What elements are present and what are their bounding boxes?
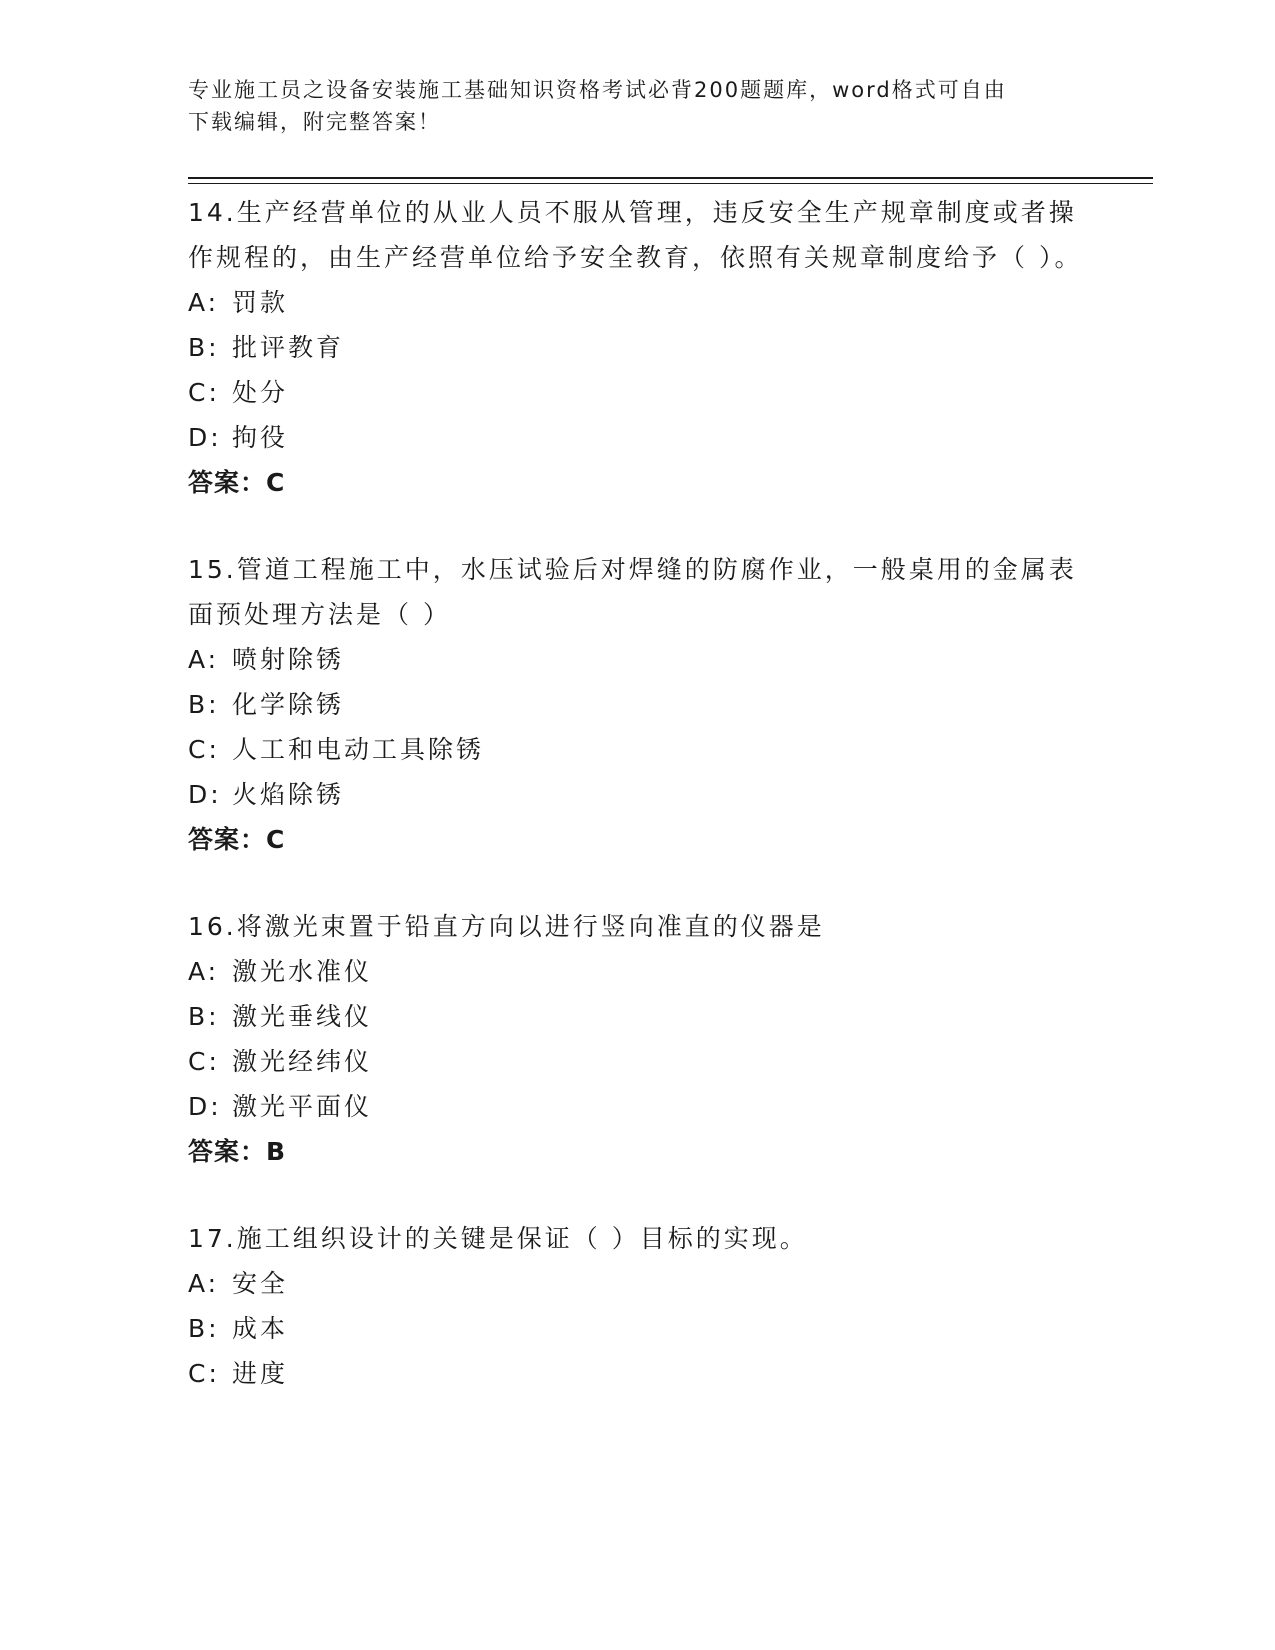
option-c (188, 727, 1088, 772)
option-text: 批评教育 (232, 333, 345, 362)
option-letter: C: (188, 1047, 220, 1076)
option-c (188, 1039, 1088, 1084)
document-header (188, 74, 1088, 138)
option-text: 激光经纬仪 (232, 1047, 373, 1076)
option-text: 激光水准仪 (232, 957, 373, 986)
option-text: 安全 (232, 1269, 289, 1298)
option-text: 激光垂线仪 (232, 1002, 373, 1031)
option-letter: A: (188, 288, 220, 317)
option-letter: D: (188, 780, 222, 809)
option-letter: C: (188, 1359, 220, 1388)
option-letter: B: (188, 1002, 220, 1031)
option-text: 化学除锈 (232, 690, 345, 719)
option-letter: C: (188, 735, 220, 764)
option-a (188, 637, 1088, 682)
option-text: 成本 (232, 1314, 289, 1343)
option-text: 罚款 (232, 288, 289, 317)
header-rule-thick (188, 177, 1153, 179)
header-line-1: 专业施工员之设备安装施工基础知识资格考试必背200题题库，word格式可自由 (188, 78, 1007, 102)
question-15 (188, 547, 1088, 862)
question-stem: 17.施工组织设计的关键是保证（ ）目标的实现。 (188, 1224, 808, 1253)
option-letter: B: (188, 1314, 220, 1343)
option-a (188, 280, 1088, 325)
option-letter: D: (188, 1092, 222, 1121)
question-14 (188, 190, 1088, 505)
question-list (188, 190, 1088, 1438)
option-letter: B: (188, 690, 220, 719)
answer-line: 答案：C (188, 825, 286, 854)
option-text: 火焰除锈 (232, 780, 345, 809)
question-stem: 14.生产经营单位的从业人员不服从管理，违反安全生产规章制度或者操作规程的，由生产经营单位给予安全教育，依照有关规章制度给予（ ）。 (188, 198, 1083, 272)
question-stem: 15.管道工程施工中，水压试验后对焊缝的防腐作业，一般桌用的金属表面预处理方法是（ ） (188, 555, 1077, 629)
option-b (188, 682, 1088, 727)
option-text: 激光平面仪 (232, 1092, 373, 1121)
option-c (188, 370, 1088, 415)
option-d (188, 415, 1088, 460)
option-letter: B: (188, 333, 220, 362)
option-b (188, 994, 1088, 1039)
option-d (188, 1084, 1088, 1129)
question-stem: 16.将激光束置于铅直方向以进行竖向准直的仪器是 (188, 912, 825, 941)
option-b (188, 1306, 1088, 1351)
header-rule-thin (188, 183, 1153, 184)
option-c (188, 1351, 1088, 1396)
option-text: 处分 (232, 378, 289, 407)
option-letter: A: (188, 957, 220, 986)
option-a (188, 949, 1088, 994)
option-text: 喷射除锈 (232, 645, 345, 674)
option-text: 人工和电动工具除锈 (232, 735, 485, 764)
option-letter: A: (188, 1269, 220, 1298)
option-d (188, 772, 1088, 817)
option-letter: D: (188, 423, 222, 452)
option-letter: A: (188, 645, 220, 674)
header-line-2: 下载编辑，附完整答案！ (188, 110, 441, 134)
answer-line: 答案：C (188, 468, 286, 497)
question-16 (188, 904, 1088, 1174)
option-a (188, 1261, 1088, 1306)
option-letter: C: (188, 378, 220, 407)
answer-line: 答案：B (188, 1137, 287, 1166)
option-text: 进度 (232, 1359, 289, 1388)
option-b (188, 325, 1088, 370)
question-17 (188, 1216, 1088, 1396)
option-text: 拘役 (232, 423, 289, 452)
